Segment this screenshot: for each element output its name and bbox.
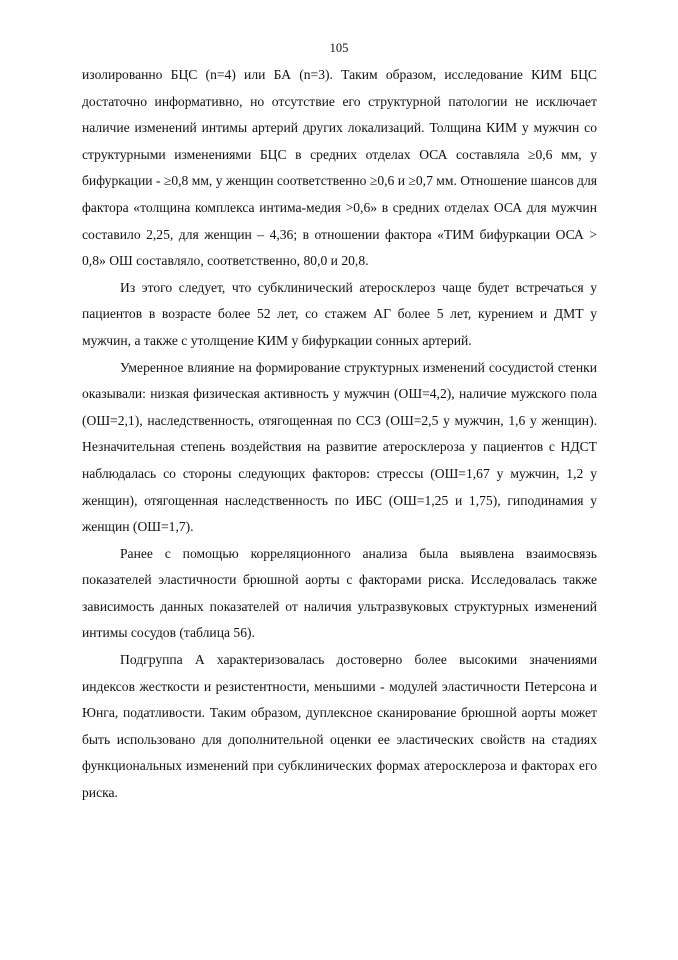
paragraph-continuation: изолированно БЦС (n=4) или БА (n=3). Таким образом, исследование КИМ БЦС достаточно информативно, но отсутствие его структурной патологии не исключает наличие изменений интимы артерий других локализаций. Толщина КИМ у мужчин со структурными изменениями БЦС в средних отделах ОСА составляла ≥0,6 мм, у бифуркации - ≥0,8 мм, у женщин соответственно ≥0,6 и ≥0,7 мм. Отношение шансов для фактора «толщина комплекса интима-медия >0,6» в средних отделах ОСА для мужчин составило 2,25, для женщин – 4,36; в отношении фактора «ТИМ бифуркации ОСА > 0,8» ОШ составляло, соответственно, 80,0 и 20,8. (82, 67, 597, 269)
paragraph-correlation-analysis: Ранее с помощью корреляционного анализа была выявлена взаимосвязь показателей эластичности брюшной аорты с факторами риска. Исследовалась также зависимость данных показателей от наличия ультразвуковых структурных изменений интимы сосудов (таблица 56). (82, 545, 597, 641)
paragraph-subgroup-a: Подгруппа А характеризовалась достоверно более высокими значениями индексов жесткости и резистентности, меньшими - модулей эластичности Петерсона и Юнга, податливости. Таким образом, дуплексное сканирование брюшной аорты может быть использовано для дополнительной оценки ее эластических свойств на стадиях функциональных изменений при субклинических формах атеросклероза и факторах его риска. (82, 652, 597, 801)
paragraph-conclusion: Из этого следует, что субклинический атеросклероз чаще будет встречаться у пациентов в возрасте более 52 лет, со стажем АГ более 5 лет, курением и ДМТ у мужчин, а также с утолщение КИМ у бифуркации сонных артерий. (82, 279, 597, 348)
paragraph-moderate-influence: Умеренное влияние на формирование структурных изменений сосудистой стенки оказывали: низкая физическая активность у мужчин (ОШ=4,2), наличие мужского пола (ОШ=2,1), наследственность, отягощенная по ССЗ (ОШ=2,5 у мужчин, 1,6 у женщин). Незначительная степень воздействия на развитие атеросклероза у пациентов с НДСТ наблюдалась со стороны следующих факторов: стрессы (ОШ=1,67 у мужчин, 1,2 у женщин), отягощенная наследственность по ИБС (ОШ=1,25 и 1,75), гиподинамия у женщин (ОШ=1,7). (82, 359, 597, 535)
page-number: 105 (329, 41, 349, 55)
text-body (82, 62, 597, 807)
